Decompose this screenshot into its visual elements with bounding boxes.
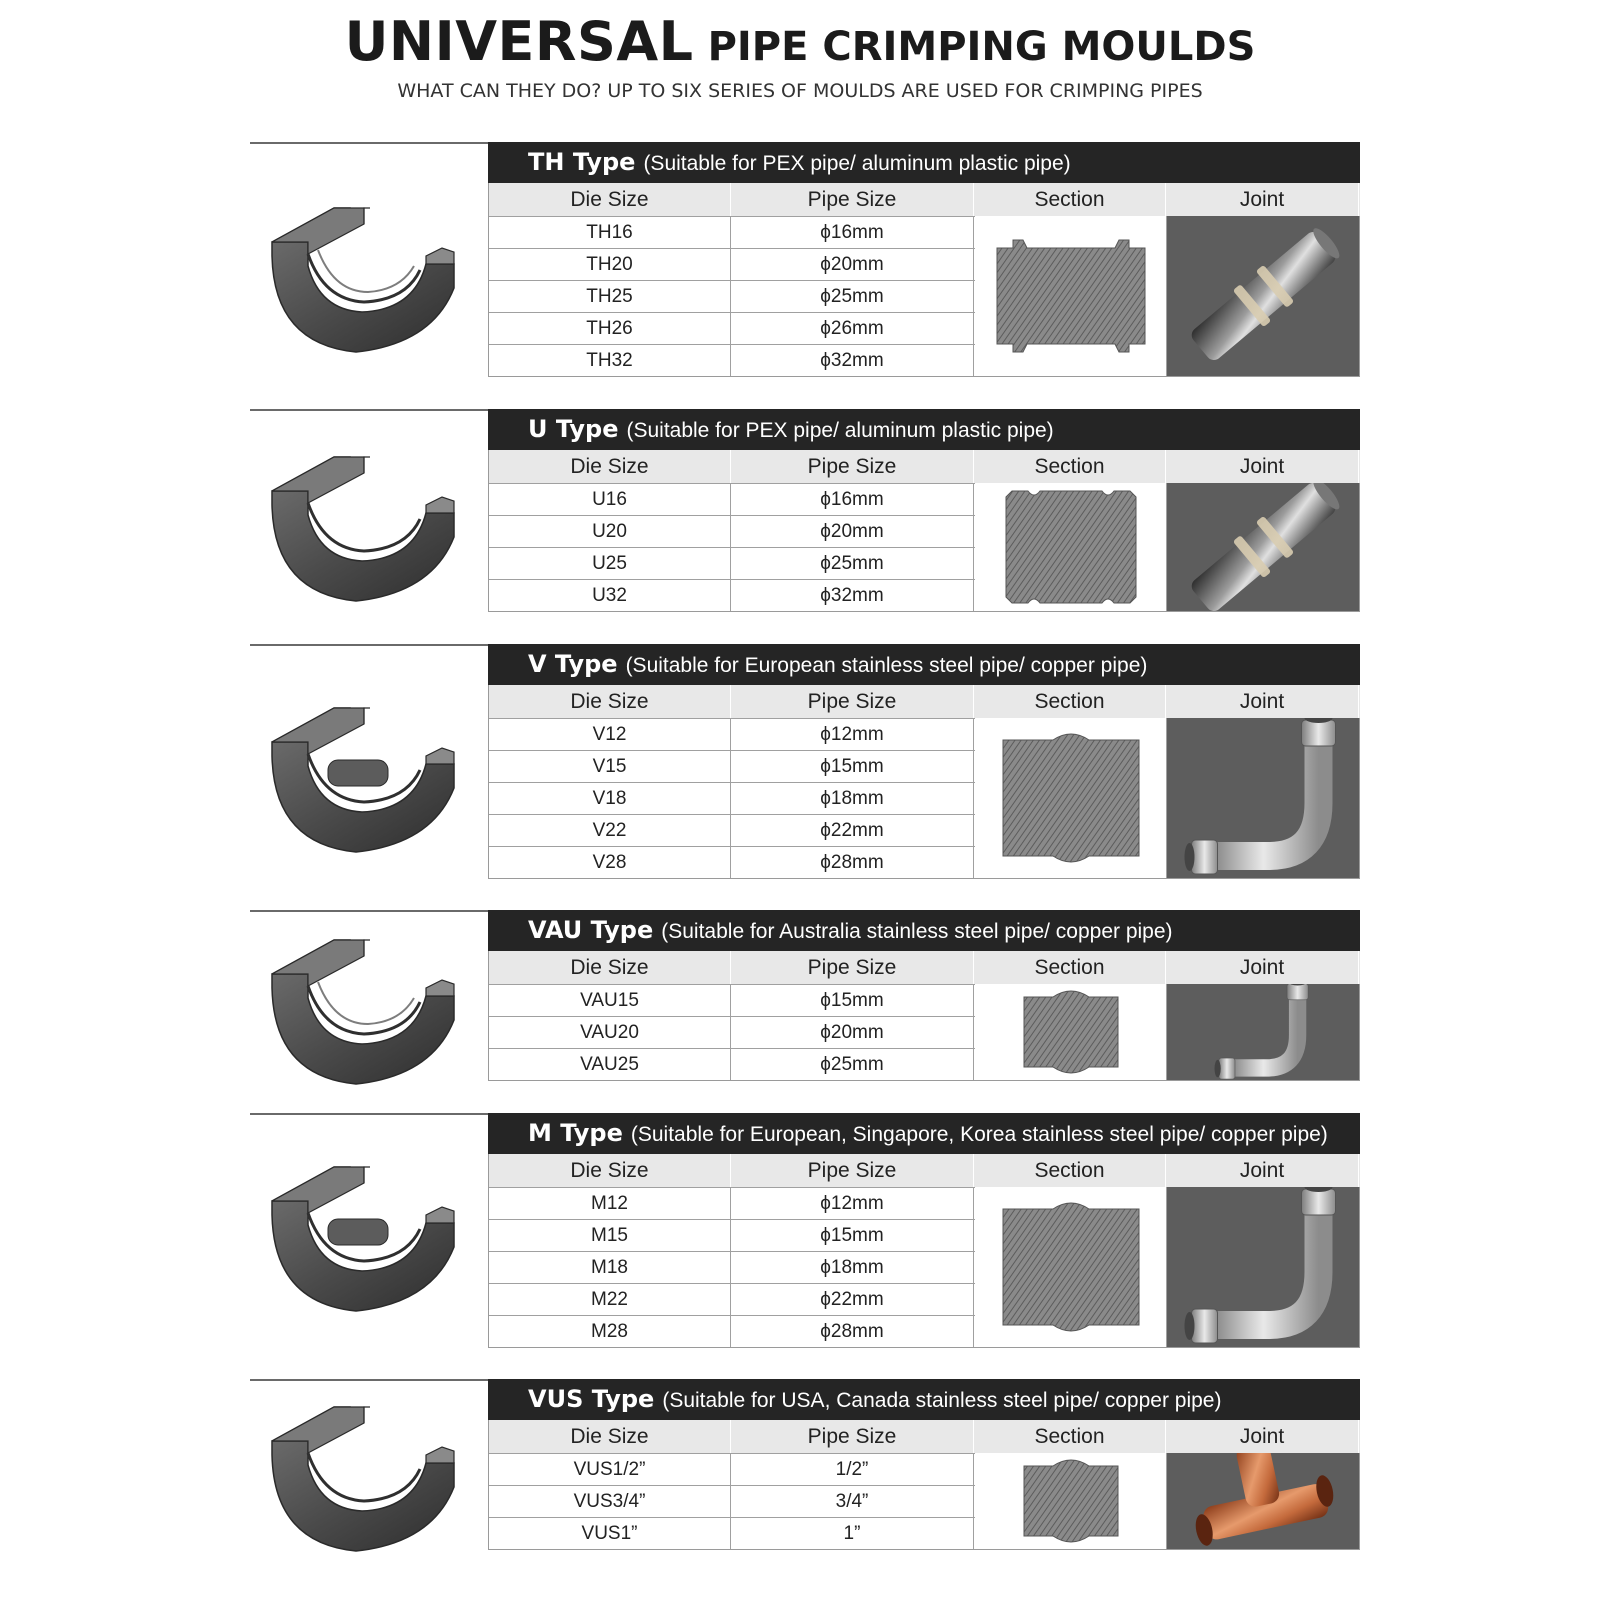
die-size-cell: TH25 bbox=[489, 281, 731, 312]
column-header-row bbox=[489, 450, 1360, 483]
copper-tee-icon bbox=[1167, 1453, 1360, 1549]
u-die-icon bbox=[264, 453, 464, 613]
pipe-size-cell: 3/4” bbox=[731, 1486, 974, 1517]
column-header-die-size: Die Size bbox=[489, 450, 731, 483]
th-die-icon bbox=[264, 204, 464, 364]
column-header-die-size: Die Size bbox=[489, 685, 731, 718]
size-rows bbox=[489, 984, 975, 1080]
pipe-size-cell: ϕ15mm bbox=[731, 985, 974, 1016]
die-size-cell: VUS1/2” bbox=[489, 1454, 731, 1485]
section-divider bbox=[250, 409, 488, 411]
mould-section bbox=[250, 910, 1360, 1082]
type-description: (Suitable for PEX pipe/ aluminum plastic pipe) bbox=[643, 152, 1071, 175]
page-subtitle: WHAT CAN THEY DO? UP TO SIX SERIES OF MOULDS ARE USED FOR CRIMPING PIPES bbox=[397, 80, 1203, 102]
table-row bbox=[489, 1315, 975, 1347]
table-row bbox=[489, 1048, 975, 1080]
die-size-cell: VAU15 bbox=[489, 985, 731, 1016]
pex-coupling-icon bbox=[1167, 216, 1360, 376]
column-header-row bbox=[489, 1420, 1360, 1453]
die-size-cell: VAU20 bbox=[489, 1017, 731, 1048]
column-header-die-size: Die Size bbox=[489, 1154, 731, 1187]
table-row bbox=[489, 579, 975, 611]
size-rows bbox=[489, 718, 975, 878]
die-size-cell: VUS1” bbox=[489, 1518, 731, 1549]
pipe-size-cell: ϕ32mm bbox=[731, 345, 974, 376]
type-name: TH Type bbox=[528, 148, 636, 176]
spec-grid bbox=[488, 1154, 1360, 1348]
spec-grid bbox=[488, 1420, 1360, 1550]
table-row bbox=[489, 1187, 975, 1219]
table-row bbox=[489, 846, 975, 878]
type-description: (Suitable for European, Singapore, Korea stainless steel pipe/ copper pipe) bbox=[630, 1123, 1328, 1146]
mould-section bbox=[250, 1379, 1360, 1551]
die-size-cell: VAU25 bbox=[489, 1049, 731, 1080]
table-row bbox=[489, 1251, 975, 1283]
table-row bbox=[489, 216, 975, 248]
pipe-size-cell: ϕ20mm bbox=[731, 516, 974, 547]
mould-spec-table bbox=[488, 409, 1360, 612]
pipe-size-cell: ϕ26mm bbox=[731, 313, 974, 344]
die-size-cell: M18 bbox=[489, 1252, 731, 1283]
pex-coupling-icon bbox=[1167, 483, 1360, 611]
section-divider bbox=[250, 1379, 488, 1381]
pipe-size-cell: ϕ16mm bbox=[731, 484, 974, 515]
column-header-pipe-size: Pipe Size bbox=[731, 450, 974, 483]
size-rows bbox=[489, 1453, 975, 1549]
mould-spec-table bbox=[488, 644, 1360, 879]
pipe-size-cell: ϕ20mm bbox=[731, 249, 974, 280]
table-row bbox=[489, 984, 975, 1016]
column-header-pipe-size: Pipe Size bbox=[731, 183, 974, 216]
mould-spec-table bbox=[488, 142, 1360, 377]
column-header-die-size: Die Size bbox=[489, 1420, 731, 1453]
pipe-size-cell: ϕ22mm bbox=[731, 815, 974, 846]
table-row bbox=[489, 718, 975, 750]
die-size-cell: U16 bbox=[489, 484, 731, 515]
steel-elbow-icon bbox=[1167, 718, 1360, 878]
type-banner bbox=[488, 142, 1360, 183]
pipe-size-cell: ϕ25mm bbox=[731, 281, 974, 312]
table-row bbox=[489, 344, 975, 376]
mould-section bbox=[250, 644, 1360, 880]
pipe-size-cell: ϕ28mm bbox=[731, 1316, 974, 1347]
die-size-cell: M15 bbox=[489, 1220, 731, 1251]
section-profile-icon bbox=[975, 984, 1167, 1080]
pipe-size-cell: ϕ18mm bbox=[731, 783, 974, 814]
size-rows bbox=[489, 1187, 975, 1347]
die-size-cell: V22 bbox=[489, 815, 731, 846]
pipe-size-cell: ϕ12mm bbox=[731, 1188, 974, 1219]
mould-section bbox=[250, 142, 1360, 378]
vus-die-icon bbox=[264, 1403, 464, 1563]
pipe-size-cell: 1/2” bbox=[731, 1454, 974, 1485]
table-row bbox=[489, 280, 975, 312]
column-header-joint: Joint bbox=[1166, 183, 1359, 216]
column-header-pipe-size: Pipe Size bbox=[731, 951, 974, 984]
table-row bbox=[489, 312, 975, 344]
type-description: (Suitable for USA, Canada stainless steel pipe/ copper pipe) bbox=[662, 1389, 1222, 1412]
v-die-icon bbox=[264, 704, 464, 864]
table-row bbox=[489, 248, 975, 280]
section-profile-icon bbox=[975, 718, 1167, 878]
pipe-size-cell: ϕ15mm bbox=[731, 1220, 974, 1251]
spec-grid bbox=[488, 685, 1360, 879]
type-name: M Type bbox=[528, 1119, 623, 1147]
type-name: VAU Type bbox=[528, 916, 654, 944]
mould-spec-table bbox=[488, 1379, 1360, 1550]
die-size-cell: TH20 bbox=[489, 249, 731, 280]
column-header-joint: Joint bbox=[1166, 1420, 1359, 1453]
section-divider bbox=[250, 1113, 488, 1115]
section-divider bbox=[250, 910, 488, 912]
vau-die-icon bbox=[264, 936, 464, 1096]
die-size-cell: M28 bbox=[489, 1316, 731, 1347]
mould-spec-table bbox=[488, 1113, 1360, 1348]
section-divider bbox=[250, 644, 488, 646]
type-banner bbox=[488, 1113, 1360, 1154]
die-size-cell: M12 bbox=[489, 1188, 731, 1219]
die-size-cell: U25 bbox=[489, 548, 731, 579]
steel-elbow-icon bbox=[1167, 984, 1360, 1080]
pipe-size-cell: ϕ25mm bbox=[731, 548, 974, 579]
pipe-size-cell: ϕ25mm bbox=[731, 1049, 974, 1080]
type-banner bbox=[488, 910, 1360, 951]
section-profile-icon bbox=[975, 1453, 1167, 1549]
spec-grid bbox=[488, 183, 1360, 377]
die-size-cell: U32 bbox=[489, 580, 731, 611]
table-row bbox=[489, 1283, 975, 1315]
mould-spec-table bbox=[488, 910, 1360, 1081]
section-profile-icon bbox=[975, 483, 1167, 611]
column-header-row bbox=[489, 685, 1360, 718]
spec-grid bbox=[488, 951, 1360, 1081]
table-row bbox=[489, 515, 975, 547]
die-size-cell: M22 bbox=[489, 1284, 731, 1315]
type-banner bbox=[488, 409, 1360, 450]
type-banner bbox=[488, 644, 1360, 685]
type-name: U Type bbox=[528, 415, 619, 443]
table-row bbox=[489, 814, 975, 846]
column-header-pipe-size: Pipe Size bbox=[731, 685, 974, 718]
section-profile-icon bbox=[975, 216, 1167, 376]
section-divider bbox=[250, 142, 488, 144]
pipe-size-cell: ϕ20mm bbox=[731, 1017, 974, 1048]
column-header-joint: Joint bbox=[1166, 951, 1359, 984]
pipe-size-cell: ϕ18mm bbox=[731, 1252, 974, 1283]
column-header-die-size: Die Size bbox=[489, 951, 731, 984]
column-header-section: Section bbox=[974, 685, 1166, 718]
table-row bbox=[489, 782, 975, 814]
die-size-cell: VUS3/4” bbox=[489, 1486, 731, 1517]
die-size-cell: TH32 bbox=[489, 345, 731, 376]
type-description: (Suitable for European stainless steel pipe/ copper pipe) bbox=[625, 654, 1148, 677]
table-row bbox=[489, 483, 975, 515]
table-row bbox=[489, 1016, 975, 1048]
table-row bbox=[489, 1485, 975, 1517]
table-row bbox=[489, 1453, 975, 1485]
pipe-size-cell: ϕ15mm bbox=[731, 751, 974, 782]
column-header-section: Section bbox=[974, 183, 1166, 216]
column-header-row bbox=[489, 951, 1360, 984]
type-banner bbox=[488, 1379, 1360, 1420]
pipe-size-cell: 1” bbox=[731, 1518, 974, 1549]
column-header-joint: Joint bbox=[1166, 685, 1359, 718]
column-header-section: Section bbox=[974, 1154, 1166, 1187]
type-name: VUS Type bbox=[528, 1385, 655, 1413]
table-row bbox=[489, 1517, 975, 1549]
page-header bbox=[0, 0, 1600, 130]
type-name: V Type bbox=[528, 650, 618, 678]
pipe-size-cell: ϕ16mm bbox=[731, 217, 974, 248]
type-description: (Suitable for Australia stainless steel pipe/ copper pipe) bbox=[661, 920, 1173, 943]
column-header-pipe-size: Pipe Size bbox=[731, 1420, 974, 1453]
pipe-size-cell: ϕ22mm bbox=[731, 1284, 974, 1315]
title-secondary: PIPE CRIMPING MOULDS bbox=[707, 24, 1256, 70]
die-size-cell: V28 bbox=[489, 847, 731, 878]
mould-section bbox=[250, 1113, 1360, 1349]
pipe-size-cell: ϕ28mm bbox=[731, 847, 974, 878]
die-size-cell: V12 bbox=[489, 719, 731, 750]
die-size-cell: TH26 bbox=[489, 313, 731, 344]
pipe-size-cell: ϕ32mm bbox=[731, 580, 974, 611]
type-description: (Suitable for PEX pipe/ aluminum plastic pipe) bbox=[626, 419, 1054, 442]
size-rows bbox=[489, 483, 975, 611]
column-header-joint: Joint bbox=[1166, 450, 1359, 483]
pipe-size-cell: ϕ12mm bbox=[731, 719, 974, 750]
die-size-cell: V18 bbox=[489, 783, 731, 814]
page-title bbox=[0, 10, 1600, 73]
column-header-pipe-size: Pipe Size bbox=[731, 1154, 974, 1187]
die-size-cell: V15 bbox=[489, 751, 731, 782]
column-header-section: Section bbox=[974, 1420, 1166, 1453]
section-profile-icon bbox=[975, 1187, 1167, 1347]
die-size-cell: U20 bbox=[489, 516, 731, 547]
title-main: UNIVERSAL bbox=[344, 10, 694, 73]
steel-elbow-icon bbox=[1167, 1187, 1360, 1347]
spec-grid bbox=[488, 450, 1360, 612]
column-header-section: Section bbox=[974, 951, 1166, 984]
column-header-row bbox=[489, 183, 1360, 216]
column-header-section: Section bbox=[974, 450, 1166, 483]
mould-section bbox=[250, 409, 1360, 613]
m-die-icon bbox=[264, 1163, 464, 1323]
column-header-die-size: Die Size bbox=[489, 183, 731, 216]
table-row bbox=[489, 1219, 975, 1251]
table-row bbox=[489, 750, 975, 782]
size-rows bbox=[489, 216, 975, 376]
column-header-joint: Joint bbox=[1166, 1154, 1359, 1187]
table-row bbox=[489, 547, 975, 579]
die-size-cell: TH16 bbox=[489, 217, 731, 248]
column-header-row bbox=[489, 1154, 1360, 1187]
